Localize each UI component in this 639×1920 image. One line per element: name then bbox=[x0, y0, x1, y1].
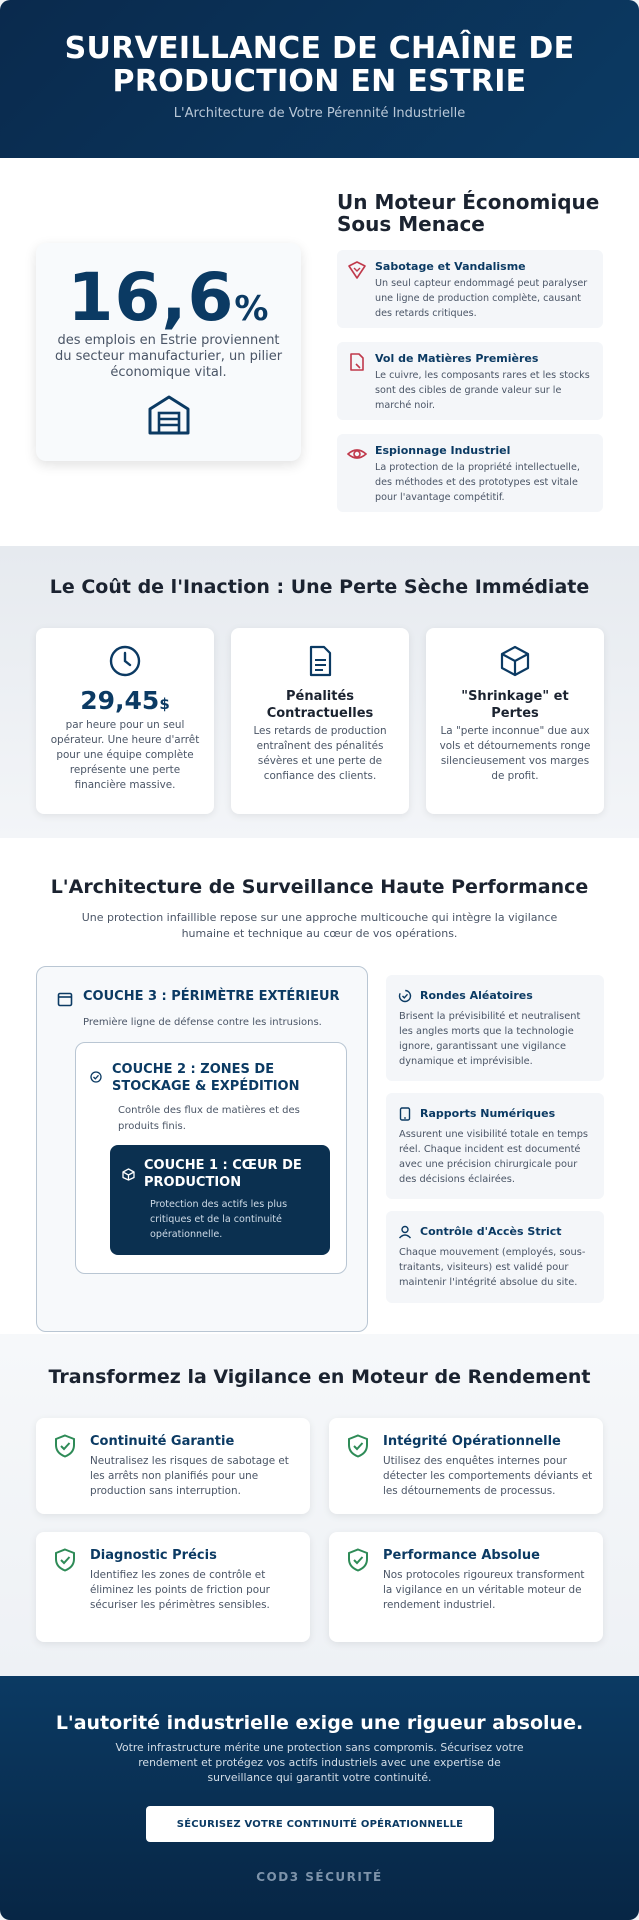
stat-unit: % bbox=[234, 289, 270, 329]
stat-number: 16,6 bbox=[67, 259, 235, 336]
user-icon bbox=[398, 1225, 412, 1239]
cost-card-title: Pénalités Contractuelles bbox=[266, 689, 374, 721]
risk-card-theft bbox=[337, 342, 603, 420]
architecture-section bbox=[0, 838, 639, 1334]
benefit-text: Nos protocoles rigoureux transforment la vigilance en un véritable moteur de rendement industriel. bbox=[383, 1569, 585, 1611]
benefit-card bbox=[36, 1418, 310, 1514]
clock-icon bbox=[108, 644, 142, 678]
footer-title: L'autorité industrielle exige une rigueur absolue. bbox=[55, 1712, 584, 1734]
risk-card-espionage bbox=[337, 434, 603, 512]
risk-card-sabotage bbox=[337, 250, 603, 328]
cost-text: par heure pour un seul opérateur. Une heure d'arrêt pour une équipe complète représente une perte financière massive. bbox=[50, 719, 200, 791]
layer-3-perimeter bbox=[36, 966, 368, 1332]
layer-2-storage bbox=[75, 1042, 347, 1274]
tablet-icon bbox=[398, 1107, 412, 1121]
benefit-card bbox=[329, 1532, 603, 1642]
brand-logo-text: COD3 SÉCURITÉ bbox=[256, 1870, 383, 1884]
benefit-text: Neutralisez les risques de sabotage et les arrêts non planifiés pour une production sans interruption. bbox=[90, 1455, 289, 1497]
eye-icon bbox=[347, 444, 367, 464]
benefit-card bbox=[329, 1418, 603, 1514]
stat-description: des emplois en Estrie proviennent du secteur manufacturier, un pilier économique vital. bbox=[54, 333, 283, 380]
feature-title: Contrôle d'Accès Strict bbox=[420, 1225, 562, 1238]
feature-text: Chaque mouvement (employés, sous-traitants, visiteurs) est validé pour maintenir l'intégrité absolue du site. bbox=[399, 1247, 586, 1288]
cost-unit: $ bbox=[159, 695, 170, 713]
benefits-title: Transformez la Vigilance en Moteur de Rendement bbox=[48, 1366, 591, 1388]
risk-title: Espionnage Industriel bbox=[375, 444, 511, 457]
secure-continuity-button[interactable]: SÉCURISEZ VOTRE CONTINUITÉ OPÉRATIONNELLE bbox=[146, 1806, 494, 1842]
benefits-section bbox=[0, 1334, 639, 1676]
shield-check-icon bbox=[347, 1548, 369, 1572]
benefit-text: Utilisez des enquêtes internes pour détecter les comportements déviants et les détournements de processus. bbox=[383, 1455, 593, 1497]
factory-icon bbox=[146, 391, 192, 437]
feature-access-control bbox=[386, 1211, 604, 1303]
risk-text: La protection de la propriété intellectuelle, des méthodes et des prototypes est vitale pour l'avantage compétitif. bbox=[375, 462, 580, 503]
cost-text: La "perte inconnue" due aux vols et détournements ronge silencieusement vos marges de profit. bbox=[439, 725, 591, 782]
risk-title: Sabotage et Vandalisme bbox=[375, 260, 526, 273]
economic-section bbox=[0, 158, 639, 546]
layer-2-text: Contrôle des flux de matières et des produits finis. bbox=[118, 1105, 300, 1132]
benefit-title: Performance Absolue bbox=[383, 1548, 540, 1563]
cost-section bbox=[0, 546, 639, 838]
shield-check-icon bbox=[54, 1548, 76, 1572]
benefit-card bbox=[36, 1532, 310, 1642]
patrol-icon bbox=[398, 989, 412, 1003]
feature-random-patrols bbox=[386, 975, 604, 1081]
layer-3-title: COUCHE 3 : PÉRIMÈTRE EXTÉRIEUR bbox=[83, 989, 340, 1004]
hero-header bbox=[0, 0, 639, 158]
cost-card-penalties bbox=[231, 628, 409, 814]
broken-shield-icon bbox=[347, 260, 367, 280]
stat-card bbox=[36, 243, 301, 461]
footer-cta-section bbox=[0, 1676, 639, 1920]
shield-check-icon bbox=[347, 1434, 369, 1458]
layer-1-title: COUCHE 1 : CŒUR DE PRODUCTION bbox=[144, 1158, 302, 1190]
economic-title: Un Moteur Économique Sous Menace bbox=[337, 190, 600, 236]
layer-1-core bbox=[110, 1145, 330, 1255]
feature-title: Rondes Aléatoires bbox=[420, 989, 533, 1002]
risk-title: Vol de Matières Premières bbox=[375, 352, 539, 365]
benefit-title: Intégrité Opérationnelle bbox=[383, 1434, 561, 1449]
cost-card-shrinkage bbox=[426, 628, 604, 814]
box-icon bbox=[498, 644, 532, 678]
cost-text: Les retards de production entraînent des pénalités sévères et une perte de confiance des clients. bbox=[253, 725, 387, 782]
page-title bbox=[20, 32, 619, 98]
check-circle-icon bbox=[90, 1071, 102, 1083]
layer-1-text: Protection des actifs les plus critiques et de la continuité opérationnelle. bbox=[150, 1199, 288, 1240]
document-alert-icon bbox=[347, 352, 367, 372]
architecture-title: L'Architecture de Surveillance Haute Performance bbox=[50, 876, 589, 898]
calendar-icon bbox=[57, 991, 73, 1007]
cost-card-hourly bbox=[36, 628, 214, 814]
risk-text: Le cuivre, les composants rares et les stocks sont des cibles de grande valeur sur le marché noir. bbox=[375, 370, 590, 411]
page-subtitle: L'Architecture de Votre Pérennité Industrielle bbox=[173, 106, 466, 121]
architecture-subtitle: Une protection infaillible repose sur une approche multicouche qui intègre la vigilance humaine et technique au cœur de vos opérations. bbox=[81, 911, 558, 940]
cost-card-title: "Shrinkage" et Pertes bbox=[461, 689, 569, 721]
benefit-title: Continuité Garantie bbox=[90, 1434, 235, 1449]
feature-digital-reports bbox=[386, 1093, 604, 1199]
cost-title: Le Coût de l'Inaction : Une Perte Sèche Immédiate bbox=[49, 576, 590, 598]
risk-text: Un seul capteur endommagé peut paralyser une ligne de production complète, causant des retards critiques. bbox=[375, 278, 588, 319]
feature-text: Assurent une visibilité totale en temps réel. Chaque incident est documenté avec une précision chirurgicale pour des décisions éclairées. bbox=[399, 1129, 589, 1185]
page-title-line2: PRODUCTION EN ESTRIE bbox=[112, 64, 527, 99]
cube-icon bbox=[122, 1168, 135, 1181]
benefit-title: Diagnostic Précis bbox=[90, 1548, 217, 1563]
document-icon bbox=[303, 644, 337, 678]
layer-2-title: COUCHE 2 : ZONES DE STOCKAGE & EXPÉDITION bbox=[112, 1062, 300, 1094]
shield-check-icon bbox=[54, 1434, 76, 1458]
layer-3-text: Première ligne de défense contre les intrusions. bbox=[83, 1017, 322, 1028]
cost-value bbox=[36, 686, 214, 715]
page-title-line1: SURVEILLANCE DE CHAÎNE DE bbox=[64, 31, 575, 66]
feature-text: Brisent la prévisibilité et neutralisent les angles morts que la technologie ignore, garantissant une vigilance dynamique et imprévisible. bbox=[399, 1011, 581, 1067]
benefit-text: Identifiez les zones de contrôle et éliminez les points de friction pour sécuriser les périmètres sensibles. bbox=[90, 1569, 270, 1611]
footer-text: Votre infrastructure mérite une protection sans compromis. Sécurisez votre rendement et protégez vos actifs industriels avec une expertise de surveillance qui garantit votre continuité. bbox=[115, 1741, 524, 1784]
cost-number: 29,45 bbox=[80, 686, 160, 715]
stat-value bbox=[36, 259, 301, 336]
feature-title: Rapports Numériques bbox=[420, 1107, 556, 1120]
